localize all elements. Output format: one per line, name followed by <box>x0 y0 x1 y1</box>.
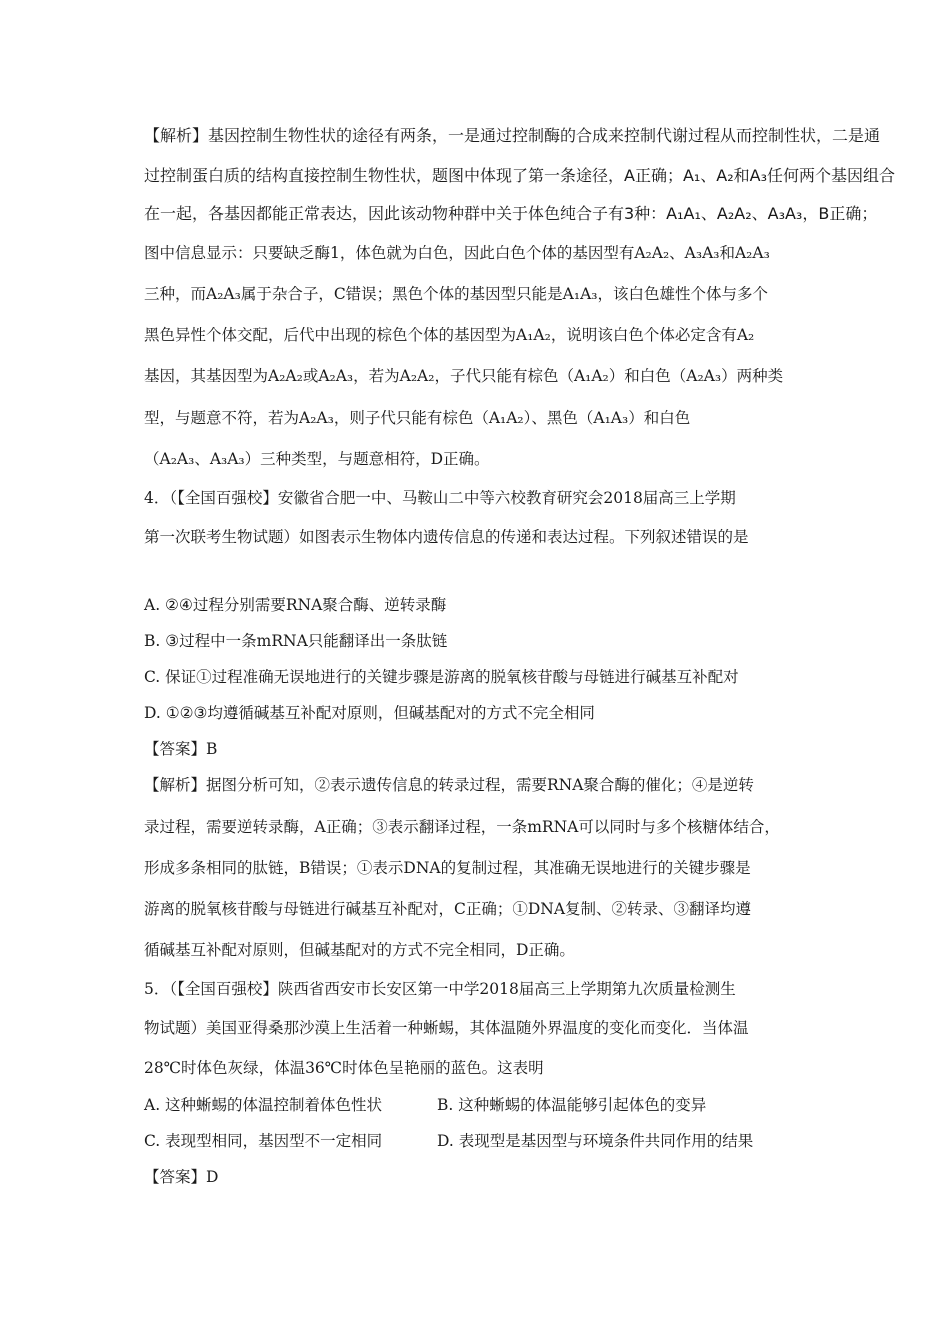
q4-option-a: A. ②④过程分别需要RNA聚合酶、逆转录酶 <box>144 596 447 614</box>
q4-stem-line-2: 第一次联考生物试题）如图表示生物体内遗传信息的传递和表达过程。下列叙述错误的是 <box>144 528 749 546</box>
q4-analysis-line-3: 形成多条相同的肽链，B错误；①表示DNA的复制过程，其准确无误地进行的关键步骤是 <box>144 859 751 877</box>
q4-answer: 【答案】B <box>144 740 218 758</box>
q4-option-d: D. ①②③均遵循碱基互补配对原则，但碱基配对的方式不完全相同 <box>144 704 595 722</box>
q3-analysis-line-6: 黑色异性个体交配，后代中出现的棕色个体的基因型为A₁A₂，说明该白色个体必定含有A₂ <box>144 326 755 344</box>
q5-option-b: B. 这种蜥蜴的体温能够引起体色的变异 <box>437 1096 707 1114</box>
q3-analysis-line-1: 【解析】基因控制生物性状的途径有两条，一是通过控制酶的合成来控制代谢过程从而控制性状，二是通 <box>144 126 881 145</box>
q3-analysis-line-5: 三种，而A₂A₃属于杂合子，C错误；黑色个体的基因型只能是A₁A₃，该白色雄性个体与多个 <box>144 285 768 303</box>
q4-analysis-line-5: 循碱基互补配对原则，但碱基配对的方式不完全相同，D正确。 <box>144 941 575 959</box>
q4-analysis-line-4: 游离的脱氧核苷酸与母链进行碱基互补配对，C正确；①DNA复制、②转录、③翻译均遵 <box>144 900 752 918</box>
q5-option-a: A. 这种蜥蜴的体温控制着体色性状 <box>144 1096 383 1114</box>
q3-analysis-line-8: 型，与题意不符，若为A₂A₃，则子代只能有棕色（A₁A₂）、黑色（A₁A₃）和白色 <box>144 409 691 427</box>
q5-stem-line-1: 5．（【全国百强校】陕西省西安市长安区第一中学2018届高三上学期第九次质量检测生 <box>144 980 736 998</box>
q5-answer: 【答案】D <box>144 1168 219 1186</box>
q5-option-d: D. 表现型是基因型与环境条件共同作用的结果 <box>437 1132 754 1150</box>
q5-stem-line-2: 物试题）美国亚得桑那沙漠上生活着一种蜥蜴，其体温随外界温度的变化而变化．当体温 <box>144 1019 749 1037</box>
q3-analysis-line-7: 基因，其基因型为A₂A₂或A₂A₃，若为A₂A₂，子代只能有棕色（A₁A₂）和白色（A₂A₃）两种类 <box>144 367 784 385</box>
q4-option-b: B. ③过程中一条mRNA只能翻译出一条肽链 <box>144 632 448 650</box>
q3-analysis-line-2: 过控制蛋白质的结构直接控制生物性状，题图中体现了第一条途径，A正确；A₁、A₂和A₃任何两个基因组合 <box>144 166 896 185</box>
q3-analysis-line-4: 图中信息显示：只要缺乏酶1，体色就为白色，因此白色个体的基因型有A₂A₂、A₃A₃和A₂A₃ <box>144 244 770 262</box>
q4-analysis-line-2: 录过程，需要逆转录酶，A正确；③表示翻译过程，一条mRNA可以同时与多个核糖体结合， <box>144 818 780 836</box>
q3-analysis-line-3: 在一起，各基因都能正常表达，因此该动物种群中关于体色纯合子有3种：A₁A₁、A₂A₂、A₃A₃，B正确； <box>144 204 878 223</box>
q4-stem-line-1: 4．（【全国百强校】安徽省合肥一中、马鞍山二中等六校教育研究会2018届高三上学期 <box>144 489 736 507</box>
q5-stem-line-3: 28℃时体色灰绿，体温36℃时体色呈艳丽的蓝色。这表明 <box>144 1059 544 1077</box>
q4-analysis-line-1: 【解析】据图分析可知，②表示遗传信息的转录过程，需要RNA聚合酶的催化；④是逆转 <box>144 776 754 794</box>
q5-option-c: C. 表现型相同，基因型不一定相同 <box>144 1132 383 1150</box>
q3-analysis-line-9: （A₂A₃、A₃A₃）三种类型，与题意相符，D正确。 <box>144 450 490 468</box>
q4-option-c: C. 保证①过程准确无误地进行的关键步骤是游离的脱氧核苷酸与母链进行碱基互补配对 <box>144 668 739 686</box>
